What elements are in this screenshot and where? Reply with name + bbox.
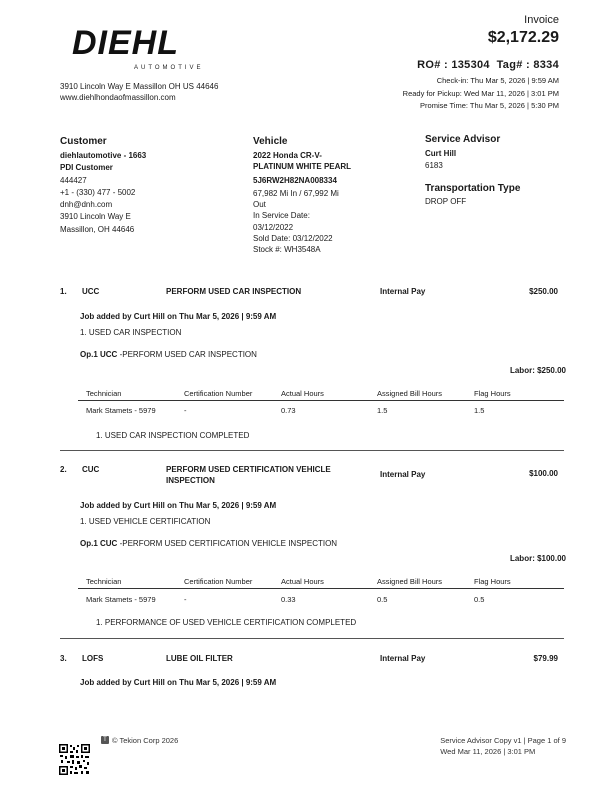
job-description: [166, 465, 331, 486]
job-description: LUBE OIL FILTER: [166, 654, 233, 663]
customer-id: 444427: [60, 175, 87, 185]
flag-hours: 0.5: [474, 595, 485, 604]
check-in: Check-in: Thu Mar 5, 2026 | 9:59 AM: [436, 76, 559, 85]
job-amount: $250.00: [529, 287, 558, 296]
job-pay-type: Internal Pay: [380, 654, 426, 663]
invoice-dates: [403, 75, 559, 113]
stock-number: Stock #: WH3548A: [253, 245, 321, 255]
job-divider: [60, 638, 564, 639]
vehicle-title: Vehicle: [253, 136, 288, 147]
promise-time: Promise Time: Thu Mar 5, 2026 | 5:30 PM: [420, 101, 559, 111]
op-line: [80, 539, 337, 548]
customer-email: dnh@dnh.com: [60, 200, 113, 210]
vehicle-section: [253, 136, 351, 256]
job-number: 1.: [60, 287, 67, 296]
footer-info: [440, 736, 566, 757]
ro-label: RO#: [417, 59, 441, 71]
assigned-hours: 1.5: [377, 406, 388, 415]
customer-street: 3910 Lincoln Way E: [60, 212, 131, 222]
vehicle-mileage: 67,982 Mi In / 67,992 Mi: [253, 188, 339, 198]
in-service-label: In Service Date:: [253, 211, 310, 221]
tag-number: 8334: [533, 59, 559, 71]
assigned-hours: 0.5: [377, 595, 388, 604]
op-code: Op.1 CUC: [80, 539, 118, 548]
th-technician: Technician: [86, 577, 122, 586]
invoice-header: [488, 14, 559, 47]
job-amount: $79.99: [533, 654, 558, 663]
logo-wordmark: DIEHL: [72, 24, 179, 62]
op-description: -PERFORM USED CERTIFICATION VEHICLE INSPECTION: [119, 539, 338, 548]
th-technician: Technician: [86, 389, 122, 398]
labor-total: Labor: $100.00: [509, 554, 566, 563]
th-actual: Actual Hours: [281, 577, 324, 586]
job-description: PERFORM USED CAR INSPECTION: [166, 287, 302, 296]
transport-title: Transportation Type: [425, 182, 521, 194]
qr-code: [58, 743, 91, 776]
op-description: -PERFORM USED CAR INSPECTION: [119, 350, 257, 359]
job-code: CUC: [82, 465, 100, 474]
job-description-line2: INSPECTION: [166, 475, 215, 485]
vehicle-vin: 5J6RW2H82NA008334: [253, 175, 337, 185]
logo-subtitle: AUTOMOTIVE: [134, 65, 204, 71]
th-cert: Certification Number: [184, 577, 253, 586]
sold-date: Sold Date: 03/12/2022: [253, 234, 333, 244]
th-assigned: Assigned Bill Hours: [377, 389, 443, 398]
completion-note: 1. PERFORMANCE OF USED VEHICLE CERTIFICATION COMPLETED: [96, 618, 357, 627]
customer-phone: +1 - (330) 477 - 5002: [60, 187, 136, 197]
invoice-total: $2,172.29: [487, 29, 559, 46]
customer-city: Massillon, OH 44646: [60, 224, 135, 234]
advisor-title: Service Advisor: [425, 134, 501, 145]
cert-number: -: [184, 406, 187, 415]
job-amount: $100.00: [529, 469, 558, 478]
job-note: 1. USED CAR INSPECTION: [80, 328, 182, 337]
dealer-website[interactable]: www.diehlhondaofmassillon.com: [60, 93, 176, 102]
completion-note: 1. USED CAR INSPECTION COMPLETED: [96, 431, 250, 440]
in-service-date: 03/12/2022: [253, 222, 294, 232]
vehicle-model: 2022 Honda CR-V-: [253, 151, 322, 160]
job-pay-type: Internal Pay: [380, 287, 426, 296]
job-description-line1: PERFORM USED CERTIFICATION VEHICLE: [166, 465, 331, 474]
ready-for-pickup: Ready for Pickup: Wed Mar 11, 2026 | 3:01 PM: [402, 88, 559, 98]
customer-section: [60, 136, 146, 236]
th-flag: Flag Hours: [474, 577, 511, 586]
customer-title: Customer: [60, 136, 107, 147]
job-added: Job added by Curt Hill on Thu Mar 5, 2026 | 9:59 AM: [80, 312, 277, 321]
advisor-name: Curt Hill: [425, 149, 457, 158]
transport-type: DROP OFF: [425, 196, 467, 206]
dealer-address-block: [60, 81, 218, 103]
customer-name: diehlautomotive - 1663: [60, 151, 147, 160]
table-divider: [78, 588, 564, 589]
labor-total: Labor: $250.00: [509, 366, 566, 375]
flag-hours: 1.5: [474, 406, 485, 415]
job-divider: [60, 450, 564, 451]
th-assigned: Assigned Bill Hours: [377, 577, 443, 586]
job-note: 1. USED VEHICLE CERTIFICATION: [80, 517, 211, 526]
copyright: © Tekion Corp 2026: [112, 736, 179, 745]
op-code: Op.1 UCC: [80, 350, 118, 359]
job-added: Job added by Curt Hill on Thu Mar 5, 2026 | 9:59 AM: [80, 501, 277, 510]
job-added: Job added by Curt Hill on Thu Mar 5, 2026 | 9:59 AM: [80, 678, 277, 687]
job-code: LOFS: [82, 654, 104, 663]
th-actual: Actual Hours: [281, 389, 324, 398]
copy-info: Service Advisor Copy v1 | Page 1 of 9: [440, 736, 566, 745]
table-divider: [78, 400, 564, 401]
tag-label: Tag#: [496, 59, 523, 71]
dealer-logo: [72, 24, 204, 71]
ro-number: 135304: [451, 59, 490, 71]
actual-hours: 0.73: [281, 406, 296, 415]
job-number: 3.: [60, 654, 67, 663]
dealer-address: 3910 Lincoln Way E Massillon OH US 44646: [60, 82, 219, 91]
advisor-section: [425, 134, 520, 208]
advisor-id: 6183: [425, 161, 443, 171]
op-line: [80, 350, 257, 359]
th-flag: Flag Hours: [474, 389, 511, 398]
ro-tag-line: RO# : 135304 Tag# : 8334: [417, 59, 559, 71]
vehicle-mileage-out: Out: [253, 200, 266, 210]
job-number: 2.: [60, 465, 67, 474]
tech-name: Mark Stamets - 5979: [86, 406, 156, 415]
printed-date: Wed Mar 11, 2026 | 3:01 PM: [440, 746, 536, 756]
job-code: UCC: [82, 287, 100, 296]
tech-name: Mark Stamets - 5979: [86, 595, 156, 604]
vehicle-color: PLATINUM WHITE PEARL: [253, 162, 352, 172]
tekion-logo-icon: T: [101, 736, 109, 744]
customer-type: PDI Customer: [60, 163, 113, 173]
job-pay-type: Internal Pay: [380, 470, 426, 479]
th-cert: Certification Number: [184, 389, 253, 398]
actual-hours: 0.33: [281, 595, 296, 604]
invoice-label: Invoice: [524, 14, 559, 26]
cert-number: -: [184, 595, 187, 604]
